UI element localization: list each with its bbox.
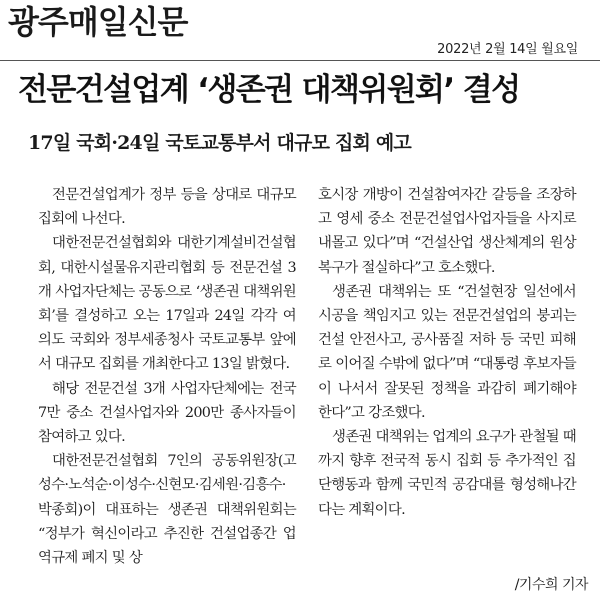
paragraph: 생존권 대책위는 또 “건설현장 일선에서 시공을 책임지고 있는 전문건설업의 붕괴는 건설 안전사고, 공사품질 저하 등 국민 피해로 이어질 수밖에 없다”며 “대통령 후보자들이 나서서 잘못된 정책을 과감히 폐기해야 한다”고 강조했다.	[318, 283, 576, 421]
masthead-divider	[0, 60, 600, 61]
paragraph: 대한전문건설협회와 대한기계설비건설협회, 대한시설물유지관리협회 등 전문건설 3개 사업자단체는 공동으로 ‘생존권 대책위원회’를 결성하고 오는 17일과 24일 각각 여의도 국회와 정부세종청사 국토교통부 앞에서 대규모 집회를 개최한다고 13일 밝혔다.	[38, 235, 296, 373]
paragraph: 호시장 개방이 건설참여자간 갈등을 조장하고 영세 중소 전문건설업사업자들을 사지로 내몰고 있다”며 “건설산업 생산체계의 원상 복구가 절실하다”고 호소했다.	[318, 187, 576, 276]
publication-date: 2022년 2월 14일 월요일	[437, 42, 578, 57]
reporter-byline: /기수희 기자	[514, 577, 588, 593]
article-subheadline: 17일 국회·24일 국토교통부서 대규모 집회 예고	[28, 132, 411, 154]
article-column-left	[38, 183, 296, 570]
paragraph: 해당 전문건설 3개 사업자단체에는 전국 7만 중소 건설사업자와 200만 종사자들이 참여하고 있다.	[38, 380, 296, 446]
paragraph: 대한전문건설협회 7인의 공동위원장(고성수·노석순·이성수·신현모·김세원·김흥수·박종회)이 대표하는 생존권 대책위원회는 “정부가 혁신이라고 추진한 건설업종간 업역규제 폐지 및 상	[38, 453, 296, 567]
paragraph: 전문건설업계가 정부 등을 상대로 대규모 집회에 나선다.	[38, 187, 296, 228]
article-headline: 전문건설업계 ‘생존권 대책위원회’ 결성	[18, 72, 520, 108]
article-column-right	[318, 183, 576, 522]
newspaper-masthead: 광주매일신문	[8, 3, 188, 41]
paragraph: 생존권 대책위는 업계의 요구가 관철될 때까지 향후 전국적 동시 집회 등 추가적인 집단행동과 함께 국민적 공감대를 형성해나간다는 계획이다.	[318, 429, 576, 518]
